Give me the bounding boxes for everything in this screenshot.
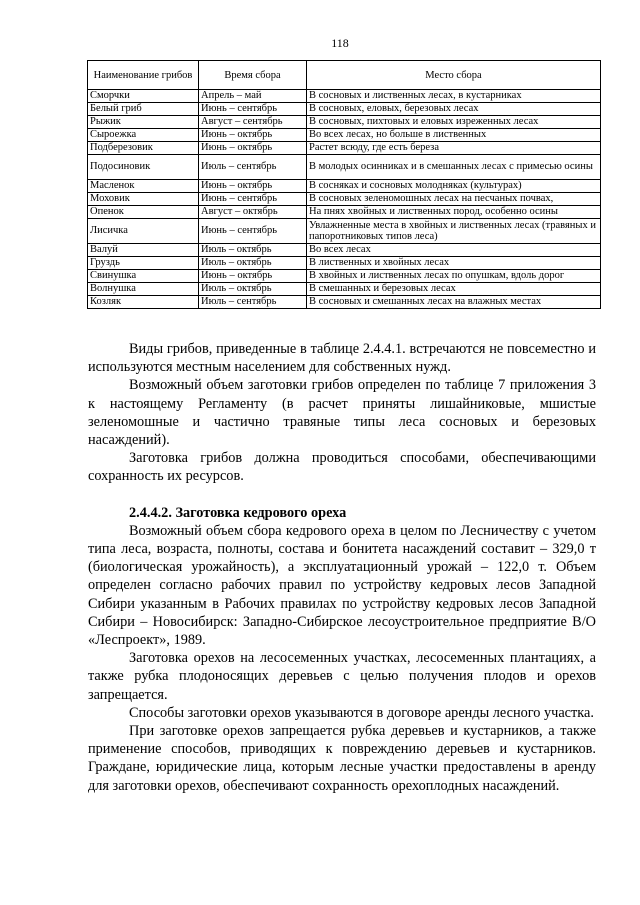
cell-place: В сосняках и сосновых молодняках (культурах) [307, 180, 601, 193]
cell-place: На пнях хвойных и лиственных пород, особенно осины [307, 206, 601, 219]
cell-name: Опенок [88, 206, 199, 219]
cell-time: Июль – сентябрь [199, 296, 307, 309]
table-row [88, 244, 601, 257]
cell-place: В лиственных и хвойных лесах [307, 257, 601, 270]
paragraph: При заготовке орехов запрещается рубка деревьев и кустарников, а также применение способов, приводящих к повреждению деревьев и кустарников. Граждане, юридические лица, которым лесные участки предоставлены в аренду для заготовки орехов, обеспечивают сохранность орехоплодных насаждений. [88, 723, 596, 794]
cell-place: В сосновых, пихтовых и еловых изреженных лесах [307, 116, 601, 129]
cell-name: Рыжик [88, 116, 199, 129]
table-row [88, 193, 601, 206]
cell-place: Увлажненные места в хвойных и лиственных лесах (травяных и папоротниковых типов леса) [307, 219, 601, 244]
cell-time: Июль – сентябрь [199, 155, 307, 180]
cell-place: Во всех лесах [307, 244, 601, 257]
cell-time: Июнь – октябрь [199, 180, 307, 193]
cell-name: Лисичка [88, 219, 199, 244]
cell-name: Подосиновик [88, 155, 199, 180]
table-row [88, 270, 601, 283]
paragraph: Способы заготовки орехов указываются в договоре аренды лесного участка. [129, 704, 594, 721]
cell-name: Груздь [88, 257, 199, 270]
table-row [88, 206, 601, 219]
cell-time: Июль – октябрь [199, 283, 307, 296]
cell-place: В хвойных и лиственных лесах по опушкам, вдоль дорог [307, 270, 601, 283]
cell-place: В смешанных и березовых лесах [307, 283, 601, 296]
cell-place: Растет всюду, где есть береза [307, 142, 601, 155]
cell-time: Август – сентябрь [199, 116, 307, 129]
cell-name: Сморчки [88, 90, 199, 103]
cell-time: Апрель – май [199, 90, 307, 103]
table-row [88, 142, 601, 155]
table-row [88, 180, 601, 193]
table-row [88, 283, 601, 296]
cell-place: В сосновых зеленомошных лесах на песчаных почвах, [307, 193, 601, 206]
table-row [88, 116, 601, 129]
cell-time: Июль – октябрь [199, 257, 307, 270]
paragraph: Заготовка орехов на лесосеменных участках, лесосеменных плантациях, а также рубка плодоносящих деревьев с целью получения плодов и орехов запрещается. [88, 650, 596, 703]
column-header-name: Наименование грибов [88, 61, 199, 90]
cell-name: Сыроежка [88, 129, 199, 142]
cell-time: Июнь – сентябрь [199, 103, 307, 116]
cell-time: Июль – октябрь [199, 244, 307, 257]
cell-time: Июнь – октябрь [199, 129, 307, 142]
paragraph: Возможный объем заготовки грибов определен по таблице 7 приложения 3 к настоящему Регламенту (в расчет приняты лишайниковые, мшистые зеленомошные и частично травяные типы леса сосновых и березовых насаждений). [88, 377, 596, 449]
cell-place: В сосновых, еловых, березовых лесах [307, 103, 601, 116]
cell-time: Июнь – сентябрь [199, 193, 307, 206]
section-heading: 2.4.4.2. Заготовка кедрового ореха [129, 504, 347, 521]
cell-name: Свинушка [88, 270, 199, 283]
cell-time: Июнь – октябрь [199, 270, 307, 283]
paragraph: Возможный объем сбора кедрового ореха в целом по Лесничеству с учетом типа леса, возраста, полноты, состава и бонитета насаждений составит – 329,0 т (биологическая урожайность), а эксплуатационный урожай – 122,0 т. Объем определен согласно рабочих правил по устройству кедровых лесов Западной Сибири указанным в Рабочих правилах по устройству кедровых лесов Западной Сибири – Новосибирск: Западно-Сибирское лесоустроительное предприятие В/О «Леспроект», 1989. [88, 522, 596, 649]
table-row [88, 296, 601, 309]
table-row [88, 257, 601, 270]
table-row [88, 103, 601, 116]
cell-name: Подберезовик [88, 142, 199, 155]
table-row [88, 219, 601, 244]
mushroom-table [87, 60, 601, 309]
cell-time: Июнь – октябрь [199, 142, 307, 155]
cell-name: Козляк [88, 296, 199, 309]
cell-name: Валуй [88, 244, 199, 257]
cell-place: В сосновых и лиственных лесах, в кустарниках [307, 90, 601, 103]
cell-time: Июнь – сентябрь [199, 219, 307, 244]
cell-name: Белый гриб [88, 103, 199, 116]
cell-place: В молодых осинниках и в смешанных лесах с примесью осины [307, 155, 601, 180]
table-header-row [88, 61, 601, 90]
column-header-time: Время сбора [199, 61, 307, 90]
cell-name: Моховик [88, 193, 199, 206]
cell-time: Август – октябрь [199, 206, 307, 219]
cell-name: Волнушка [88, 283, 199, 296]
column-header-place: Место сбора [307, 61, 601, 90]
cell-place: В сосновых и смешанных лесах на влажных местах [307, 296, 601, 309]
paragraph: Заготовка грибов должна проводиться способами, обеспечивающими сохранность их ресурсов. [88, 450, 596, 485]
table-row [88, 129, 601, 142]
table-row [88, 90, 601, 103]
cell-name: Масленок [88, 180, 199, 193]
page-number: 118 [331, 36, 349, 50]
cell-place: Во всех лесах, но больше в лиственных [307, 129, 601, 142]
table-row [88, 155, 601, 180]
paragraph: Виды грибов, приведенные в таблице 2.4.4.1. встречаются не повсеместно и используются местным населением для собственных нужд. [88, 341, 596, 376]
body-text-mushrooms [88, 340, 596, 795]
